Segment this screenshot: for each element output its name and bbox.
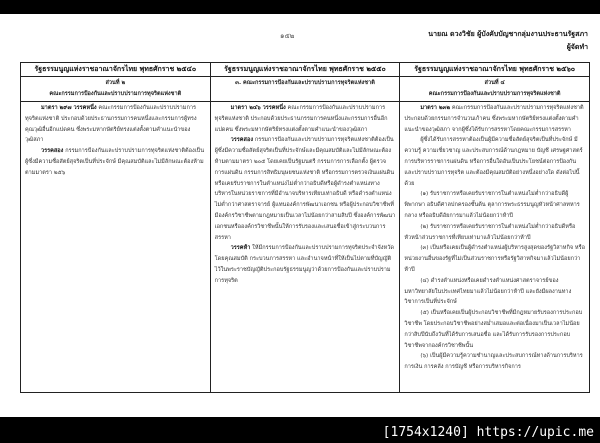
section-lead: วรรคห้า xyxy=(230,245,251,252)
paragraph xyxy=(404,135,585,189)
paragraph-text: (๒) รับราชการหรือเคยรับราชการในตำแหน่งไม่ต่ำกว่าอธิบดีหรือหัวหน้าส่วนราชการที่เทียบเท่ามาแล้วไม่น้อยกว่าห้าปี xyxy=(404,223,576,241)
section-cell xyxy=(210,77,400,102)
paragraph xyxy=(404,351,585,373)
paragraph xyxy=(404,222,585,244)
section-label: ส่วนที่ ๔ xyxy=(484,80,505,86)
paragraph xyxy=(404,276,585,308)
section-label: ๓. คณะกรรมการป้องกันและปราบปรามการทุจริตแห่งชาติ xyxy=(235,80,375,86)
section-cell xyxy=(400,77,590,102)
document-page xyxy=(0,14,600,417)
section-lead: มาตรา ๒๓๒ xyxy=(420,105,451,111)
section-label: ส่วนที่ ๒ xyxy=(105,80,126,86)
paragraph-text: (๓) เป็นหรือเคยเป็นผู้ดำรงตำแหน่งผู้บริหารสูงสุดของรัฐวิสาหกิจ หรือหน่วยงานอื่นของรัฐที่ไม่เป็นส่วนราชการหรือรัฐวิสาหกิจมาแล้วไม่น้อยกว่าห้าปี xyxy=(404,245,585,273)
paragraph xyxy=(404,189,585,221)
header-row xyxy=(21,63,590,77)
paragraph xyxy=(404,103,585,135)
paragraph xyxy=(215,243,396,286)
author-role: ผู้จัดทำ xyxy=(566,43,588,51)
paragraph-text: (๖) เป็นผู้มีความรู้ความชำนาญและประสบการณ์ทางด้านการบริหาร การเงิน การคลัง การบัญชี หรือการบริหารกิจการ xyxy=(404,353,583,371)
paragraph-text: คณะกรรมการป้องกันและปราบปรามการทุจริตแห่งชาติ ประกอบด้วยประธานกรรมการคนหนึ่งและกรรมการอื่นอีกแปดคน ซึ่งพระมหากษัตริย์ทรงแต่งตั้งตามคำแนะนำของวุฒิสภา xyxy=(214,105,388,133)
paragraph xyxy=(404,308,585,351)
column-body xyxy=(400,102,590,393)
section-row xyxy=(21,77,590,102)
section-cell xyxy=(21,77,211,102)
paragraph xyxy=(215,135,396,243)
body-row xyxy=(21,102,590,393)
section-lead: มาตรา ๒๔๖ วรรคหนึ่ง xyxy=(230,105,286,111)
paragraph xyxy=(215,103,396,135)
section-title: คณะกรรมการป้องกันและปราบปรามการทุจริตแห่งชาติ xyxy=(428,90,561,97)
author-line: นายณ ดวงวิชัย ผู้บังคับบัญชากลุ่มงานประธานรัฐสภา xyxy=(428,30,588,38)
column-header: รัฐธรรมนูญแห่งราชอาณาจักรไทย พุทธศักราช ๒๕๔๐ xyxy=(21,63,211,77)
column-body xyxy=(21,102,211,393)
section-lead: มาตรา ๒๙๗ วรรคหนึ่ง xyxy=(41,105,97,111)
watermark: [1754x1240] https://upic.me xyxy=(382,425,594,440)
paragraph-text: ผู้ซึ่งได้รับการสรรหาต้องเป็นผู้มีความซื่อสัตย์สุจริตเป็นที่ประจักษ์ มีความรู้ ความเชี่ยวชาญ และประสบการณ์ด้านกฎหมาย บัญชี เศรษฐศาสตร์ การบริหารราชการแผ่นดิน หรือการอื่นใดอันเป็นประโยชน์ต่อการป้องกันและปราบปรามการทุจริต และต้องมีคุณสมบัติอย่างหนึ่งอย่างใด ดังต่อไปนี้ด้วย xyxy=(404,137,583,187)
paragraph-text: กรรมการป้องกันและปราบปรามการทุจริตแห่งชาติต้องเป็นผู้ซึ่งมีความซื่อสัตย์สุจริตเป็นที่ประจักษ์และมีคุณสมบัติและไม่มีลักษณะต้องห้ามตามมาตรา ๒๐๕ โดยเคยเป็นรัฐมนตรี กรรมการการเลือกตั้ง ผู้ตรวจการแผ่นดิน กรรมการสิทธิมนุษยชนแห่งชาติ หรือกรรมการตรวจเงินแผ่นดิน หรือเคยรับราชการในตำแหน่งไม่ต่ำกว่าอธิบดีหรือผู้ดำรงตำแหน่งทางบริหารในหน่วยราชการที่มีอำนาจบริหารเทียบเท่าอธิบดี หรือดำรงตำแหน่งไม่ต่ำกว่าศาสตราจารย์ ผู้แทนองค์การพัฒนาเอกชน หรือผู้ประกอบวิชาชีพที่มีองค์กรวิชาชีพตามกฎหมายเป็นเวลาไม่น้อยกว่าสามสิบปี ซึ่งองค์การพัฒนาเอกชนหรือองค์กรวิชาชีพนั้นให้การรับรองและเสนอชื่อเข้าสู่กระบวนการสรรหา xyxy=(214,137,396,241)
section-title: คณะกรรมการป้องกันและปราบปรามการทุจริตแห่งชาติ xyxy=(49,90,182,97)
section-lead: วรรคสอง xyxy=(230,137,254,144)
paragraph-text: กรรมการป้องกันและปราบปรามการทุจริตแห่งชาติต้องเป็นผู้ซึ่งมีความซื่อสัตย์สุจริตเป็นที่ประจักษ์ มีคุณสมบัติและไม่มีลักษณะต้องห้ามตามมาตรา ๒๕๖ xyxy=(25,148,205,176)
paragraph xyxy=(25,146,206,178)
author-note xyxy=(428,28,588,54)
paragraph-text: (๔) ดำรงตำแหน่งหรือเคยดำรงตำแหน่งศาสตราจารย์ของมหาวิทยาลัยในประเทศไทยมาแล้วไม่น้อยกว่าห้าปี และยังมีผลงานทางวิชาการเป็นที่ประจักษ์ xyxy=(404,277,572,306)
column-body xyxy=(210,102,400,393)
paragraph-text: คณะกรรมการป้องกันและปราบปรามการทุจริตแห่งชาติ ประกอบด้วยกรรมการจำนวนเก้าคน ซึ่งพระมหากษัตริย์ทรงแต่งตั้งตามคำแนะนำของวุฒิสภา จากผู้ซึ่งได้รับการสรรหาโดยคณะกรรมการสรรหา xyxy=(404,105,584,133)
paragraph xyxy=(404,243,585,275)
column-header: รัฐธรรมนูญแห่งราชอาณาจักรไทย พุทธศักราช ๒๕๕๐ xyxy=(210,63,400,77)
paragraph-text: (๑) รับราชการหรือเคยรับราชการในตำแหน่งไม่ต่ำกว่าอธิบดีผู้พิพากษา อธิบดีศาลปกครองชั้นต้น ตุลาการพระธรรมนูญหัวหน้าศาลทหารกลาง หรืออธิบดีอัยการมาแล้วไม่น้อยกว่าห้าปี xyxy=(404,191,580,219)
paragraph-text: คณะกรรมการป้องกันและปราบปรามการทุจริตแห่งชาติ ประกอบด้วยประธานกรรมการคนหนึ่งและกรรมการผู้ทรงคุณวุฒิอื่นอีกแปดคน ซึ่งพระมหากษัตริย์ทรงแต่งตั้งตามคำแนะนำของวุฒิสภา xyxy=(25,105,197,144)
page-number: ๑๕๒ xyxy=(280,32,295,40)
paragraph-text: ให้มีกรรมการป้องกันและปราบปรามการทุจริตประจำจังหวัด โดยคุณสมบัติ กระบวนการสรรหา และอำนาจหน้าที่ให้เป็นไปตามที่บัญญัติไว้ในพระราชบัญญัติประกอบรัฐธรรมนูญว่าด้วยการป้องกันและปราบปรามการทุจริต xyxy=(214,245,394,284)
paragraph-text: (๕) เป็นหรือเคยเป็นผู้ประกอบวิชาชีพที่มีกฎหมายรับรองการประกอบวิชาชีพ โดยประกอบวิชาชีพอย่างสม่ำเสมอและต่อเนื่องมาเป็นเวลาไม่น้อยกว่าสิบปีนับถึงวันที่ได้รับการเสนอชื่อ และได้รับการรับรองการประกอบวิชาชีพจากองค์กรวิชาชีพนั้น xyxy=(404,310,583,349)
paragraph xyxy=(25,103,206,146)
section-lead: วรรคสอง xyxy=(41,148,64,155)
comparison-table xyxy=(20,62,590,393)
column-header: รัฐธรรมนูญแห่งราชอาณาจักรไทย พุทธศักราช ๒๕๖๐ xyxy=(400,63,590,77)
